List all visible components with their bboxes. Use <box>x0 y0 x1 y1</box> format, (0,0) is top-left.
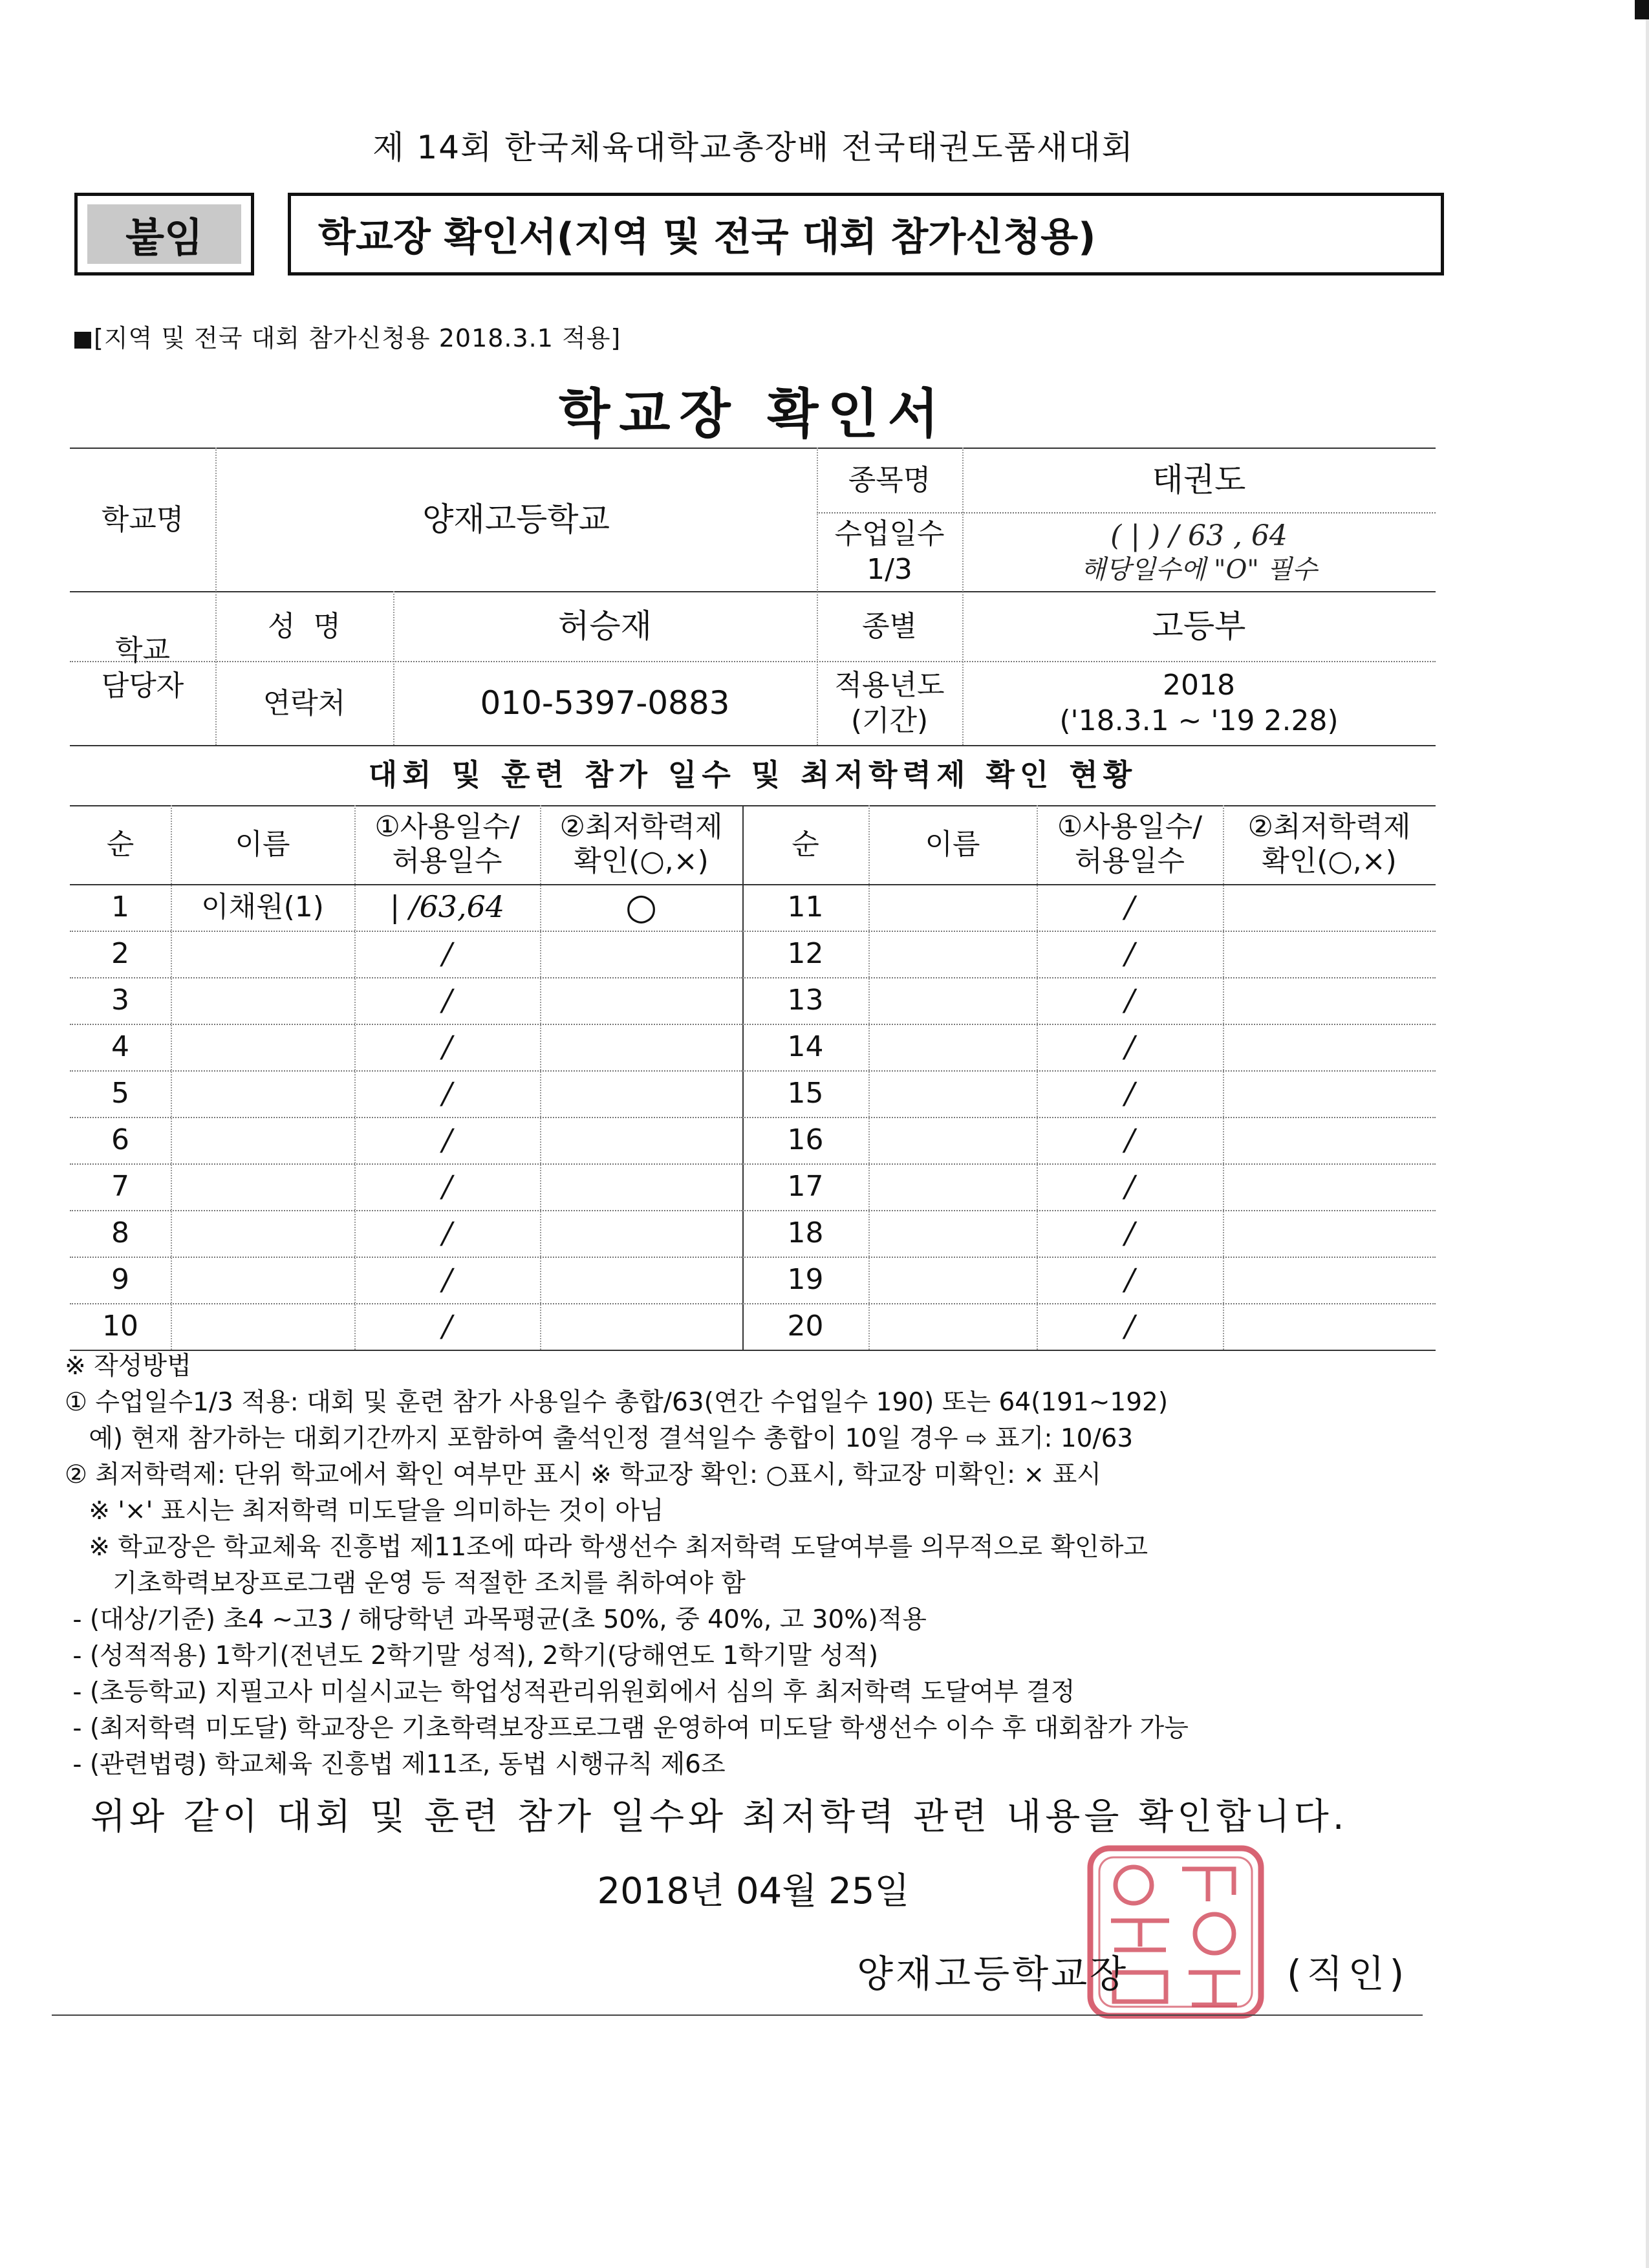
roster-title: 대회 및 훈련 참가 일수 및 최저학력제 확인 현황 <box>368 757 1137 792</box>
header-days <box>1037 805 1223 884</box>
instruction-line: - (대상/기준) 초4 ~고3 / 해당학년 과목평균(초 50%, 중 40%, 고 30%)적용 <box>65 1605 927 1634</box>
rule <box>70 745 1436 746</box>
roster-days-cell: | /63,64 <box>389 889 505 925</box>
roster-days-cell: / <box>1125 1075 1135 1111</box>
roster-no-cell: 4 <box>111 1030 129 1063</box>
roster-no-cell: 1 <box>111 890 129 923</box>
form-heading: 학교장 확인서(지역 및 전국 대회 참가신청용) <box>288 193 1444 275</box>
year-label <box>817 661 962 745</box>
instruction-line: 예) 현재 참가하는 대회기간까지 포함하여 출석인정 결석일수 총합이 10일 경우 ⇨ 표기: 10/63 <box>65 1424 1134 1453</box>
scan-edge <box>1646 0 1649 2268</box>
header-check-line1: ②최저학력제 <box>559 810 723 844</box>
roster-days-cell: / <box>1125 982 1135 1018</box>
instruction-line: - (관련법령) 학교체육 진흥법 제11조, 동법 시행규칙 제6조 <box>65 1750 726 1779</box>
year-label-line1: 적용년도 <box>834 669 945 702</box>
roster-check-cell <box>1223 1024 1436 1070</box>
manager-label <box>70 591 215 745</box>
header-name: 이름 <box>925 827 980 861</box>
roster-days-cell: / <box>442 982 453 1018</box>
roster-no-cell: 19 <box>787 1262 824 1296</box>
roster-no-cell: 7 <box>111 1169 129 1203</box>
roster-no-cell: 5 <box>111 1076 129 1110</box>
bottom-rule <box>52 2014 1423 2016</box>
roster-name-cell <box>868 1070 1037 1117</box>
contact-value: 010-5397-0883 <box>480 684 730 722</box>
division-value: 고등부 <box>1152 607 1246 645</box>
roster-no-cell: 12 <box>787 936 824 970</box>
classdays-label <box>817 512 962 591</box>
header-no: 순 <box>106 827 135 861</box>
roster-name-cell <box>171 1070 354 1117</box>
roster-check-cell <box>540 1210 742 1257</box>
competition-title: 제 14회 한국체육대학교총장배 전국태권도품새대회 <box>372 129 1134 166</box>
roster-no-cell: 13 <box>787 983 824 1017</box>
roster-no-cell: 20 <box>787 1309 824 1343</box>
roster-name-cell <box>171 977 354 1024</box>
sport-value: 태권도 <box>1152 460 1246 499</box>
roster-name-cell <box>868 977 1037 1024</box>
issue-date: 2018년 04월 25일 <box>597 1870 910 1912</box>
roster-name-cell <box>171 1163 354 1210</box>
manager-name: 허승재 <box>558 607 652 645</box>
roster-days-cell: / <box>1125 1029 1135 1064</box>
roster-days-cell: / <box>1125 1215 1135 1251</box>
header-name: 이름 <box>235 827 290 861</box>
manager-label-line1: 학교 <box>114 634 170 667</box>
header-days-line2: 허용일수 <box>1074 845 1185 878</box>
header-check-line1: ②최저학력제 <box>1247 810 1411 844</box>
roster-check-cell <box>1223 1070 1436 1117</box>
roster-name-cell <box>171 1210 354 1257</box>
header-check <box>540 805 742 884</box>
roster-no-cell: 9 <box>111 1262 129 1296</box>
scan-corner-mark <box>1635 0 1649 19</box>
instruction-line: ※ '×' 표시는 최저학력 미도달을 의미하는 것이 아님 <box>65 1496 664 1526</box>
roster-name-cell <box>868 1117 1037 1163</box>
roster-days-cell: / <box>1125 936 1135 971</box>
roster-days-cell: / <box>442 1169 453 1204</box>
roster-days-cell: / <box>1125 889 1135 925</box>
roster-no-cell: 17 <box>787 1169 824 1203</box>
roster-name-cell <box>868 1210 1037 1257</box>
roster-name-cell <box>171 1117 354 1163</box>
classdays-label-line1: 수업일수 <box>834 517 945 550</box>
roster-days-cell: / <box>1125 1308 1135 1344</box>
roster-no-cell: 3 <box>111 983 129 1017</box>
confirmation-text: 위와 같이 대회 및 훈련 참가 일수와 최저학력 관련 내용을 확인합니다. <box>91 1796 1348 1838</box>
instruction-line: ① 수업일수1/3 적용: 대회 및 훈련 참가 사용일수 총합/63(연간 수업일수 190) 또는 64(191~192) <box>65 1388 1169 1417</box>
roster-no-cell: 15 <box>787 1076 824 1110</box>
header-check <box>1223 805 1436 884</box>
school-name: 양재고등학교 <box>422 500 610 538</box>
roster-no-cell: 8 <box>111 1216 129 1249</box>
header-days-line1: ①사용일수/ <box>374 810 520 844</box>
roster-days-cell: / <box>442 936 453 971</box>
attachment-label: 붙임 <box>87 204 241 264</box>
instruction-line: ② 최저학력제: 단위 학교에서 확인 여부만 표시 ※ 학교장 확인: ○표시, 학교장 미확인: × 표시 <box>65 1460 1101 1489</box>
roster-no-cell: 11 <box>787 890 824 923</box>
document-title: 학교장 확인서 <box>559 383 948 445</box>
roster-check-cell <box>540 1024 742 1070</box>
instruction-line: - (초등학교) 지필고사 미실시교는 학업성적관리위원회에서 심의 후 최저학력 도달여부 결정 <box>65 1678 1075 1707</box>
name-label: 성 명 <box>268 609 341 643</box>
instructions <box>65 1348 1455 1783</box>
roster-check-cell <box>540 977 742 1024</box>
header-days-line1: ①사용일수/ <box>1057 810 1203 844</box>
roster-days-cell: / <box>442 1075 453 1111</box>
roster-days-cell: / <box>442 1262 453 1297</box>
instruction-line: ※ 학교장은 학교체육 진흥법 제11조에 따라 학생선수 최저학력 도달여부를 의무적으로 확인하고 <box>65 1533 1148 1562</box>
roster-check-cell <box>540 931 742 977</box>
roster-check-cell <box>1223 1117 1436 1163</box>
roster-name-cell <box>868 1024 1037 1070</box>
roster-table <box>70 805 1436 1355</box>
seal-glyphs <box>1111 1867 1240 2005</box>
roster-name-cell <box>868 1303 1037 1350</box>
instruction-line: ※ 작성방법 <box>65 1352 191 1381</box>
roster-name-cell <box>171 1303 354 1350</box>
school-label: 학교명 <box>101 502 184 536</box>
roster-no-cell: 6 <box>111 1123 129 1156</box>
year-label-line2: (기간) <box>850 704 929 737</box>
attachment-badge <box>74 193 254 275</box>
roster-no-cell: 10 <box>102 1309 138 1343</box>
notice-text: [지역 및 전국 대회 참가신청용 2018.3.1 적용] <box>94 324 621 352</box>
roster-check-cell <box>540 1303 742 1350</box>
roster-no-cell: 14 <box>787 1030 824 1063</box>
manager-label-line2: 담당자 <box>101 669 184 702</box>
roster-check-cell <box>1223 884 1436 931</box>
classdays-note: 해당일수에 "O" 필수 <box>1081 554 1317 585</box>
roster-no-cell: 2 <box>111 936 129 970</box>
header-days <box>354 805 540 884</box>
signer-name: 양재고등학교장 <box>857 1952 1129 1996</box>
roster-name-cell <box>171 1024 354 1070</box>
roster-check-cell <box>1223 977 1436 1024</box>
classdays-value <box>962 512 1436 591</box>
roster-name-cell <box>171 1257 354 1303</box>
year-value-line1: 2018 <box>1163 669 1235 702</box>
roster-check-cell: ○ <box>625 886 657 929</box>
header-no: 순 <box>792 827 819 861</box>
roster-check-cell <box>1223 1210 1436 1257</box>
roster-check-cell <box>540 1257 742 1303</box>
roster-check-cell <box>540 1163 742 1210</box>
roster-check-cell <box>540 1070 742 1117</box>
roster-days-cell: / <box>1125 1262 1135 1297</box>
info-table <box>70 448 1436 745</box>
instruction-line: 기초학력보장프로그램 운영 등 적절한 조치를 취하여야 함 <box>65 1569 746 1598</box>
roster-name-cell: 이채원(1) <box>201 890 324 923</box>
roster-days-cell: / <box>442 1122 453 1158</box>
roster-name-cell <box>868 931 1037 977</box>
year-value-line2: ('18.3.1 ~ '19 2.28) <box>1059 704 1339 737</box>
header-check-line2: 확인(○,×) <box>1262 845 1397 878</box>
roster-check-cell <box>540 1117 742 1163</box>
square-bullet-icon <box>74 332 91 349</box>
roster-check-cell <box>1223 1257 1436 1303</box>
roster-name-cell <box>868 1163 1037 1210</box>
roster-check-cell <box>1223 1163 1436 1210</box>
instruction-line: - (성적적용) 1학기(전년도 2학기말 성적), 2학기(당해연도 1학기말 성적) <box>65 1641 879 1670</box>
contact-label: 연락처 <box>263 686 346 720</box>
classdays-label-line2: 1/3 <box>867 553 912 586</box>
roster-days-cell: / <box>1125 1122 1135 1158</box>
roster-name-cell <box>868 884 1037 931</box>
roster-days-cell: / <box>442 1029 453 1064</box>
roster-no-cell: 18 <box>787 1216 824 1249</box>
instruction-line: - (최저학력 미도달) 학교장은 기초학력보장프로그램 운영하여 미도달 학생선수 이수 후 대회참가 가능 <box>65 1714 1189 1743</box>
seal-label: (직인) <box>1287 1952 1410 1996</box>
roster-days-cell: / <box>442 1308 453 1344</box>
classdays-fraction: ( | ) / 63 , 64 <box>1110 519 1288 552</box>
roster-name-cell <box>171 931 354 977</box>
roster-no-cell: 16 <box>787 1123 824 1156</box>
notice <box>74 318 621 354</box>
division-label: 종별 <box>861 609 917 643</box>
roster-check-cell <box>1223 1303 1436 1350</box>
sport-label: 종목명 <box>848 463 931 497</box>
roster-days-cell: / <box>1125 1169 1135 1204</box>
roster-check-cell <box>1223 931 1436 977</box>
roster-name-cell <box>868 1257 1037 1303</box>
roster-days-cell: / <box>442 1215 453 1251</box>
year-value <box>962 661 1436 745</box>
header-days-line2: 허용일수 <box>392 845 502 878</box>
header-check-line2: 확인(○,×) <box>574 845 709 878</box>
